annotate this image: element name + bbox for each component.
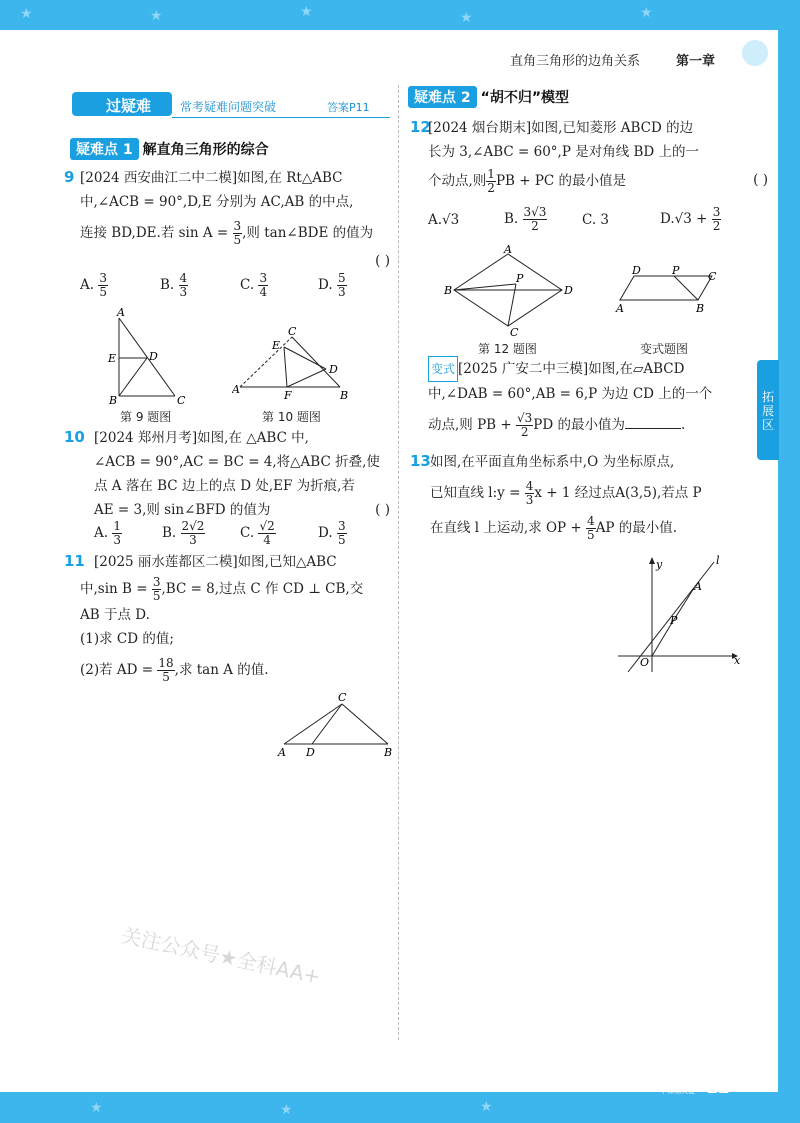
svg-text:F: F — [284, 389, 292, 402]
extension-tab[interactable]: 拓展区 — [757, 360, 779, 460]
answer-blank[interactable] — [625, 428, 681, 429]
section-heading-2 — [408, 86, 569, 108]
option-a: A. $\frac{1}{3}$ — [94, 519, 121, 547]
option-c: C. $\frac{3}{4}$ — [240, 271, 268, 299]
answer-paren: ( ) — [375, 253, 390, 269]
question-text: 动点,则 PB + — [428, 417, 512, 433]
question-number: 12 — [410, 118, 431, 136]
svg-text:C: C — [338, 691, 347, 704]
banner-underline — [172, 117, 390, 118]
svg-text:E: E — [108, 352, 117, 365]
svg-text:C: C — [510, 326, 519, 336]
option-d: D. $\frac{3}{5}$ — [318, 519, 346, 547]
svg-text:P: P — [672, 266, 680, 277]
option-c: C. 3 — [582, 212, 610, 228]
section-tag: 疑难点 1 — [70, 138, 139, 160]
question-text: x + 1 经过点A(3,5),若点 P — [534, 485, 702, 501]
star-decoration: ★ — [280, 1102, 293, 1118]
svg-text:A: A — [616, 302, 624, 315]
question-text: 连接 BD,DE.若 sin A = — [80, 225, 229, 241]
question-text: [2024 郑州月考]如图,在 △ABC 中, — [94, 430, 309, 446]
question-11 — [94, 550, 390, 574]
sub-question: (2)若 AD = — [80, 662, 154, 678]
question-10-body — [94, 450, 390, 522]
option-b: B. $\frac{3√3}{2}$ — [504, 205, 547, 233]
svg-text:P: P — [670, 614, 678, 627]
option-b: B. $\frac{2√2}{3}$ — [162, 519, 205, 547]
svg-text:D: D — [632, 266, 641, 277]
star-decoration: ★ — [460, 10, 473, 26]
question-text: [2025 广安二中三模]如图,在▱ABCD — [458, 361, 685, 377]
figure-caption: 第 12 题图 — [478, 342, 537, 356]
svg-text:D: D — [149, 350, 158, 363]
question-text: 个动点,则 — [428, 173, 487, 189]
section-title: 解直角三角形的综合 — [142, 142, 269, 158]
section-heading-1 — [70, 138, 269, 160]
star-decoration: ★ — [640, 5, 653, 21]
page-number: 12 — [706, 1078, 730, 1098]
figure-caption: 第 10 题图 — [262, 410, 321, 424]
footer-slogan: 上课认真听 下课练关键 — [660, 1078, 695, 1095]
variant-question: 变式 [2025 广安二中三模]如图,在▱ABCD 中,∠DAB = 60°,AB = 6,P 为边 CD 上的一个 动点,则 PB + $\frac{√3}{2}$ PD 的最小值为 . — [428, 356, 768, 439]
option-a: A.√3 — [428, 212, 460, 228]
option-c: C. $\frac{√2}{4}$ — [240, 519, 275, 547]
question-text: ,BC = 8,过点 C 作 CD ⊥ CB,交 — [161, 581, 364, 597]
question-11-body: 中,sin B = $\frac{3}{5}$ ,BC = 8,过点 C 作 CD ⊥ CB,交 AB 于点 D. (1)求 CD 的值; (2)若 AD = $\frac{18}{5}$ ,求 tan A 的值. — [80, 576, 392, 684]
option-d: D. $\frac{5}{3}$ — [318, 271, 346, 299]
star-decoration: ★ — [20, 6, 33, 22]
star-decoration: ★ — [90, 1100, 103, 1116]
question-9 — [80, 166, 390, 273]
svg-text:C: C — [177, 394, 186, 407]
option-b: B. $\frac{4}{3}$ — [160, 271, 188, 299]
svg-text:E: E — [272, 339, 281, 352]
section-banner — [72, 92, 390, 128]
svg-text:B: B — [109, 394, 118, 407]
svg-text:D: D — [306, 746, 315, 759]
sub-question: ,求 tan A 的值. — [174, 662, 269, 678]
chapter-section-title: 直角三角形的边角关系 — [510, 54, 641, 69]
svg-text:A: A — [117, 308, 125, 319]
svg-text:y: y — [656, 558, 663, 571]
fraction: $\frac{3}{5}$ — [233, 219, 242, 247]
svg-text:A: A — [232, 383, 240, 396]
question-number: 11 — [64, 552, 85, 570]
mascot-logo — [740, 38, 770, 68]
question-10 — [94, 426, 390, 450]
question-number: 9 — [64, 168, 75, 186]
question-text: AP 的最小值. — [595, 520, 678, 536]
svg-text:B: B — [384, 746, 393, 759]
svg-text:x: x — [734, 654, 741, 667]
question-text: AB 于点 D. — [80, 607, 150, 623]
svg-text:A: A — [278, 746, 286, 759]
question-text: 中,∠ACB = 90°,D,E 分别为 AC,AB 的中点, — [80, 194, 354, 210]
svg-text:B: B — [340, 389, 349, 402]
svg-text:l: l — [716, 554, 720, 567]
svg-text:B: B — [696, 302, 705, 315]
watermark: 关注公众号★全科AA+ — [119, 923, 323, 989]
question-number: 10 — [64, 428, 85, 446]
answer-paren: ( ) — [753, 172, 768, 188]
question-12: [2024 烟台期末]如图,已知菱形 ABCD 的边 长为 3,∠ABC = 60°,P 是对角线 BD 上的一 个动点,则 $\frac{1}{2}$ PB + PC 的最小值是 ( ) — [428, 116, 768, 195]
svg-text:B: B — [444, 284, 453, 297]
svg-text:C: C — [288, 325, 297, 338]
banner-subtitle: 常考疑难问题突破 — [180, 100, 277, 114]
section-tag: 疑难点 2 — [408, 86, 477, 108]
question-text: ,则 tan∠BDE 的值为 — [242, 225, 374, 241]
figure-q9 — [105, 308, 195, 408]
question-text: [2024 烟台期末]如图,已知菱形 ABCD 的边 — [428, 120, 694, 136]
figure-q12 — [444, 244, 574, 336]
question-text: 点 A 落在 BC 边上的点 D 处,EF 为折痕,若 — [94, 478, 355, 494]
question-number: 13 — [410, 452, 431, 470]
question-text: PD 的最小值为 — [533, 417, 625, 433]
figure-q11 — [276, 690, 396, 760]
question-text: 中,sin B = — [80, 581, 148, 597]
figure-q10 — [232, 325, 352, 405]
question-text: 中,∠DAB = 60°,AB = 6,P 为边 CD 上的一个 — [428, 386, 713, 402]
svg-text:D: D — [564, 284, 573, 297]
question-text: 已知直线 l:y = — [430, 485, 521, 501]
question-text: 在直线 l 上运动,求 OP + — [430, 520, 582, 536]
question-text: [2024 西安曲江二中二模]如图,在 Rt△ABC — [80, 170, 343, 186]
question-text: [2025 丽水莲都区二模]如图,已知△ABC — [94, 554, 337, 570]
question-13: 如图,在平面直角坐标系中,O 为坐标原点, 已知直线 l:y = $\frac{4}{3}$ x + 1 经过点A(3,5),若点 P 在直线 l 上运动,求 OP + $\frac{4}{5}$ AP 的最小值. — [430, 450, 768, 542]
svg-text:D: D — [329, 363, 338, 376]
svg-text:A: A — [694, 580, 702, 593]
chapter-label: 第一章 — [676, 54, 716, 69]
section-title: “胡不归”模型 — [480, 90, 570, 106]
star-decoration: ★ — [150, 8, 163, 24]
sub-question: (1)求 CD 的值; — [80, 631, 174, 647]
question-text: 长为 3,∠ABC = 60°,P 是对角线 BD 上的一 — [428, 144, 700, 160]
question-text: 如图,在平面直角坐标系中,O 为坐标原点, — [430, 454, 675, 470]
column-divider — [398, 85, 399, 1040]
star-decoration: ★ — [480, 1099, 493, 1115]
variant-tag: 变式 — [428, 356, 458, 382]
svg-text:A: A — [504, 244, 512, 256]
star-decoration: ★ — [300, 4, 313, 20]
question-text: PB + PC 的最小值是 — [495, 173, 627, 189]
svg-text:C: C — [708, 270, 717, 283]
figure-caption: 变式题图 — [640, 342, 689, 356]
question-text: AE = 3,则 sin∠BFD 的值为 — [94, 502, 271, 518]
figure-q13 — [614, 552, 742, 676]
answer-reference: 答案P11 — [327, 101, 370, 114]
option-a: A. $\frac{3}{5}$ — [80, 271, 107, 299]
option-d: D.√3 + $\frac{3}{2}$ — [660, 205, 721, 233]
svg-text:P: P — [516, 272, 524, 285]
figure-variant — [614, 266, 724, 316]
question-text: ∠ACB = 90°,AC = BC = 4,将△ABC 折叠,使 — [94, 454, 380, 470]
answer-paren: ( ) — [375, 502, 390, 518]
figure-caption: 第 9 题图 — [120, 410, 172, 424]
banner-badge: 过疑难 — [72, 92, 172, 116]
svg-text:O: O — [640, 656, 650, 669]
